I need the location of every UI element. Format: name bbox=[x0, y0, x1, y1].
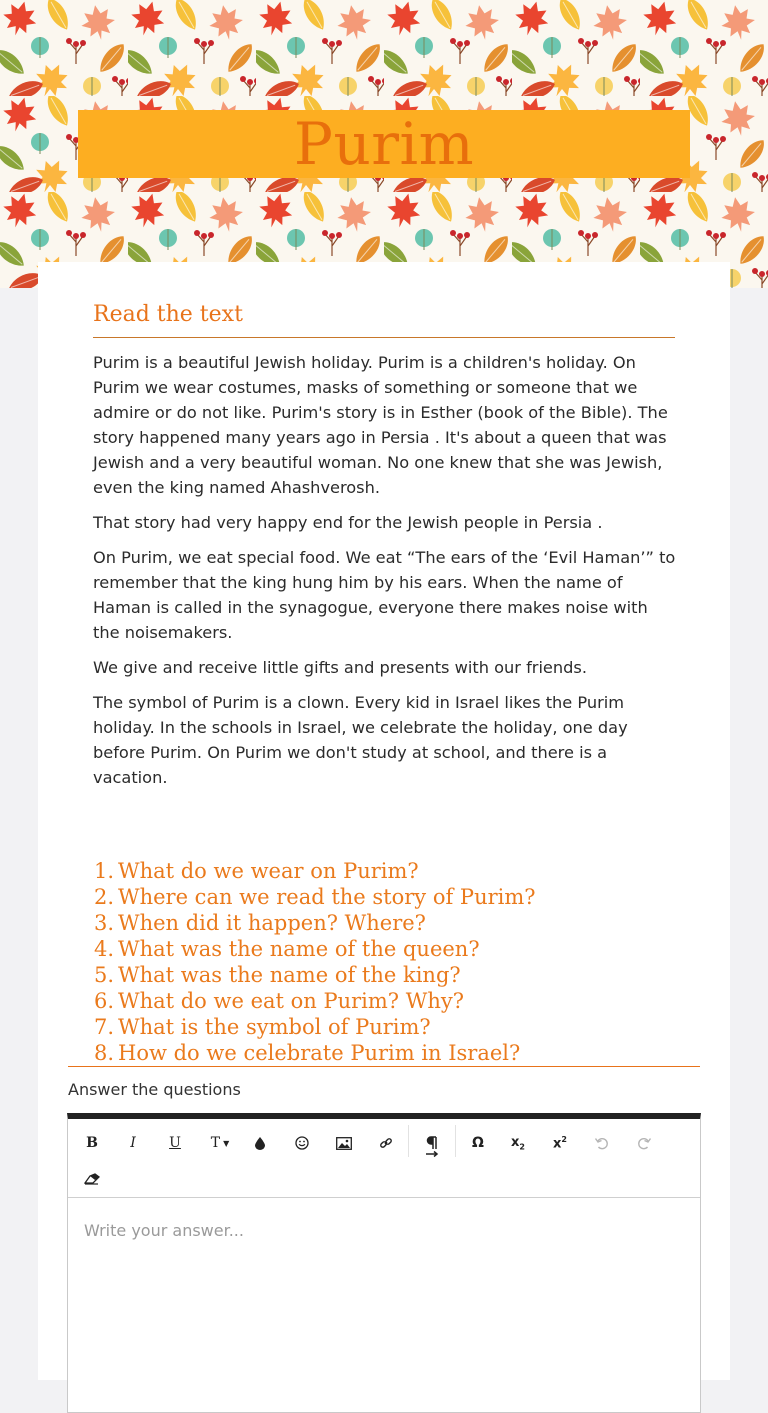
question-item bbox=[94, 884, 700, 910]
question-number: 8. bbox=[94, 1041, 115, 1065]
superscript-mark: 2 bbox=[561, 1134, 567, 1144]
paragraph-direction-icon bbox=[425, 1136, 439, 1158]
reading-paragraph: The symbol of Purim is a clown. Every kid in Israel likes the Purim holiday. In the schools in Israel, we celebrate the holiday, one day before Purim. On Purim we don't study at school, and there is a vacation. bbox=[93, 693, 628, 787]
question-text: What do we wear on Purim? bbox=[118, 859, 419, 883]
emoji-icon bbox=[295, 1136, 309, 1150]
image-icon bbox=[336, 1137, 352, 1150]
question-item bbox=[94, 910, 700, 936]
italic-icon: I bbox=[130, 1135, 136, 1151]
redo-icon bbox=[637, 1137, 651, 1150]
clear-format-button[interactable] bbox=[74, 1163, 110, 1195]
question-item bbox=[94, 936, 700, 962]
color-drop-icon bbox=[255, 1137, 265, 1150]
question-item bbox=[94, 858, 700, 884]
worksheet-card bbox=[38, 262, 730, 1380]
question-number: 3. bbox=[94, 911, 115, 935]
answer-input[interactable]: Write your answer... bbox=[84, 1221, 244, 1240]
reading-paragraph: We give and receive little gifts and presents with our friends. bbox=[93, 658, 588, 677]
editor-toolbar bbox=[68, 1119, 700, 1198]
subscript-icon bbox=[511, 1135, 525, 1152]
subscript-mark: 2 bbox=[519, 1142, 525, 1152]
question-item bbox=[94, 1014, 700, 1040]
title-band bbox=[78, 110, 690, 178]
question-number: 4. bbox=[94, 937, 115, 961]
link-button[interactable] bbox=[368, 1127, 404, 1159]
bold-icon: B bbox=[86, 1135, 98, 1151]
question-item bbox=[94, 962, 700, 988]
paragraph-direction-button[interactable] bbox=[414, 1127, 450, 1167]
question-text: What do we eat on Purim? Why? bbox=[118, 989, 464, 1013]
question-number: 7. bbox=[94, 1015, 115, 1039]
underline-icon: U bbox=[169, 1135, 181, 1151]
toolbar-separator bbox=[455, 1125, 456, 1157]
omega-icon: Ω bbox=[472, 1135, 484, 1151]
superscript-button[interactable] bbox=[542, 1127, 578, 1159]
image-button[interactable] bbox=[326, 1127, 362, 1159]
text-color-button[interactable] bbox=[242, 1127, 278, 1159]
superscript-icon bbox=[553, 1135, 567, 1151]
question-text: What was the name of the queen? bbox=[118, 937, 480, 961]
answer-editor bbox=[67, 1113, 701, 1413]
question-text: What is the symbol of Purim? bbox=[118, 1015, 431, 1039]
emoji-button[interactable] bbox=[284, 1127, 320, 1159]
redo-button[interactable] bbox=[626, 1127, 662, 1159]
reading-paragraph: Purim is a beautiful Jewish holiday. Purim is a children's holiday. On Purim we wear costumes, masks of something or someone that we admire or do not like. Purim's story is in Esther (book of the Bible). The story happened many years ago in Persia . It's about a queen that was Jewish and a very beautiful woman. No one knew that she was Jewish, even the king named Ahashverosh. bbox=[93, 353, 668, 497]
question-text: What was the name of the king? bbox=[118, 963, 461, 987]
question-item bbox=[94, 1040, 700, 1066]
question-number: 2. bbox=[94, 885, 115, 909]
answer-label: Answer the questions bbox=[68, 1080, 241, 1099]
section-heading: Read the text bbox=[93, 302, 675, 338]
question-number: 1. bbox=[94, 859, 115, 883]
italic-button[interactable] bbox=[115, 1127, 151, 1159]
clear-format-icon bbox=[84, 1173, 100, 1185]
reading-paragraph: On Purim, we eat special food. We eat “The ears of the ‘Evil Haman’” to remember that the king hung him by his ears. When the name of Haman is called in the synagogue, everyone there makes noise with the noisemakers. bbox=[93, 548, 676, 642]
questions-list bbox=[68, 858, 700, 1067]
undo-button[interactable] bbox=[584, 1127, 620, 1159]
subscript-button[interactable] bbox=[500, 1127, 536, 1159]
question-text: Where can we read the story of Purim? bbox=[118, 885, 536, 909]
chevron-down-icon: ▼ bbox=[223, 1138, 230, 1148]
question-text: When did it happen? Where? bbox=[118, 911, 426, 935]
undo-icon bbox=[595, 1137, 609, 1150]
text-size-icon: T bbox=[210, 1135, 221, 1151]
header-banner bbox=[0, 0, 768, 288]
page-title: Purim bbox=[293, 110, 475, 178]
subscript-base: x bbox=[511, 1134, 520, 1150]
question-number: 6. bbox=[94, 989, 115, 1013]
superscript-base: x bbox=[553, 1136, 562, 1152]
link-icon bbox=[379, 1136, 393, 1150]
question-number: 5. bbox=[94, 963, 115, 987]
underline-button[interactable] bbox=[157, 1127, 193, 1159]
reading-paragraph: That story had very happy end for the Jewish people in Persia . bbox=[93, 513, 603, 532]
text-size-button[interactable] bbox=[199, 1127, 241, 1159]
question-text: How do we celebrate Purim in Israel? bbox=[118, 1041, 521, 1065]
question-item bbox=[94, 988, 700, 1014]
special-char-button[interactable] bbox=[460, 1127, 496, 1159]
toolbar-separator bbox=[408, 1125, 409, 1157]
reading-text bbox=[93, 350, 677, 800]
bold-button[interactable] bbox=[74, 1127, 110, 1159]
